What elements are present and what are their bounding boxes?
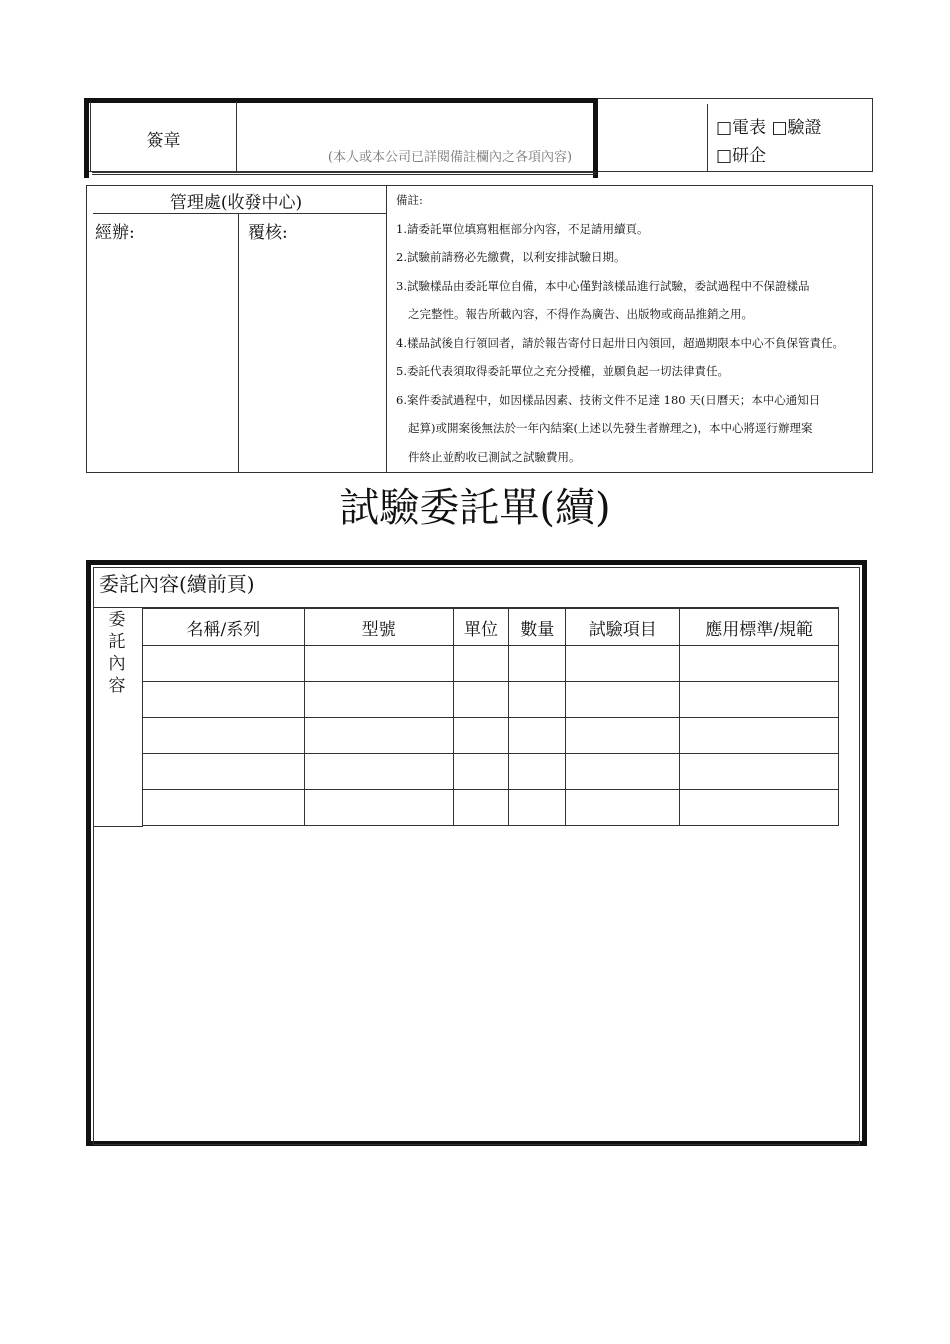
table-row — [143, 790, 839, 826]
table-cell[interactable] — [143, 790, 305, 826]
table-cell[interactable] — [453, 646, 509, 682]
column-header-unit: 單位 — [453, 609, 509, 646]
signature-note: (本人或本公司已詳閱備註欄內之各項內容) — [327, 150, 573, 165]
table-cell[interactable] — [680, 754, 839, 790]
side-label-char: 容 — [108, 676, 126, 696]
remark-line-1: 1.請委託單位填寫粗框部分內容，不足請用續頁。 — [396, 221, 649, 236]
table-row — [143, 754, 839, 790]
column-header-model: 型號 — [304, 609, 453, 646]
table-cell[interactable] — [453, 790, 509, 826]
table-cell[interactable] — [509, 790, 566, 826]
reviewer-label: 覆核: — [248, 223, 288, 243]
table-cell[interactable] — [566, 754, 680, 790]
table-cell[interactable] — [304, 682, 453, 718]
table-row — [143, 682, 839, 718]
remarks-title: 備註: — [396, 193, 423, 207]
management-header: 管理處(收發中心) — [169, 193, 303, 213]
table-cell[interactable] — [680, 646, 839, 682]
table-cell[interactable] — [509, 682, 566, 718]
table-cell[interactable] — [566, 790, 680, 826]
remark-line-2: 2.試驗前請務必先繳費，以利安排試驗日期。 — [396, 250, 626, 264]
option-line-1[interactable]: □電表 □驗證 — [716, 118, 822, 138]
side-label-char: 託 — [108, 632, 126, 652]
remark-line-5: 5.委託代表須取得委託單位之充分授權，並願負起一切法律責任。 — [396, 364, 729, 378]
management-remarks-divider — [386, 185, 387, 473]
table-cell[interactable] — [566, 718, 680, 754]
table-cell[interactable] — [453, 754, 509, 790]
remark-line-4: 4.樣品試後自行領回者，請於報告寄付日起卅日內領回，超過期限本中心不負保管責任。 — [396, 335, 844, 350]
side-label-char: 委 — [108, 610, 126, 630]
table-cell[interactable] — [143, 754, 305, 790]
table-cell[interactable] — [453, 718, 509, 754]
remark-line-6: 6.案件委試過程中，如因樣品因素、技術文件不足達 180 天(日曆天；本中心通知日 — [396, 392, 821, 407]
signature-field[interactable] — [238, 103, 590, 169]
management-header-rule — [93, 213, 386, 214]
options-cell — [707, 104, 708, 172]
table-cell[interactable] — [509, 718, 566, 754]
table-cell[interactable] — [143, 646, 305, 682]
side-label — [100, 609, 134, 697]
table-cell[interactable] — [143, 718, 305, 754]
table-row — [143, 646, 839, 682]
remarks-block — [396, 186, 868, 471]
table-cell[interactable] — [304, 646, 453, 682]
consignment-header: 委託內容(續前頁) — [99, 572, 255, 596]
table-cell[interactable] — [304, 718, 453, 754]
table-cell[interactable] — [680, 682, 839, 718]
table-cell[interactable] — [509, 646, 566, 682]
table-cell[interactable] — [509, 754, 566, 790]
column-header-name: 名稱/系列 — [143, 609, 305, 646]
form-title: 試驗委託單(續) — [339, 485, 611, 531]
signature-label: 簽章 — [146, 131, 181, 151]
items-bottom-rule — [93, 826, 143, 827]
handler-label: 經辦: — [95, 223, 135, 243]
remark-line-3: 3.試驗樣品由委託單位自備，本中心僅對該樣品進行試驗，委試過程中不保證樣品 — [396, 278, 810, 293]
table-cell[interactable] — [304, 790, 453, 826]
side-label-char: 內 — [108, 654, 126, 674]
column-header-standard: 應用標準/規範 — [680, 609, 839, 646]
table-cell[interactable] — [680, 790, 839, 826]
table-cell[interactable] — [304, 754, 453, 790]
table-header-row — [143, 609, 839, 646]
option-line-2[interactable]: □研企 — [716, 146, 767, 166]
items-table — [142, 608, 839, 826]
table-cell[interactable] — [566, 682, 680, 718]
table-cell[interactable] — [680, 718, 839, 754]
column-header-quantity: 數量 — [509, 609, 566, 646]
remark-line-6-cont-1: 起算)或開案後無法於一年內結案(上述以先發生者辦理之)，本中心將逕行辦理案 — [408, 421, 813, 435]
signature-bottom-rule — [92, 172, 596, 175]
table-cell[interactable] — [566, 646, 680, 682]
management-column-divider — [238, 213, 239, 473]
table-cell[interactable] — [143, 682, 305, 718]
table-row — [143, 718, 839, 754]
remark-line-3-cont: 之完整性。報告所載內容，不得作為廣告、出版物或商品推銷之用。 — [408, 307, 753, 321]
remark-line-6-cont-2: 件終止並酌收已測試之試驗費用。 — [408, 449, 581, 464]
column-header-test-item: 試驗項目 — [566, 609, 680, 646]
table-cell[interactable] — [453, 682, 509, 718]
